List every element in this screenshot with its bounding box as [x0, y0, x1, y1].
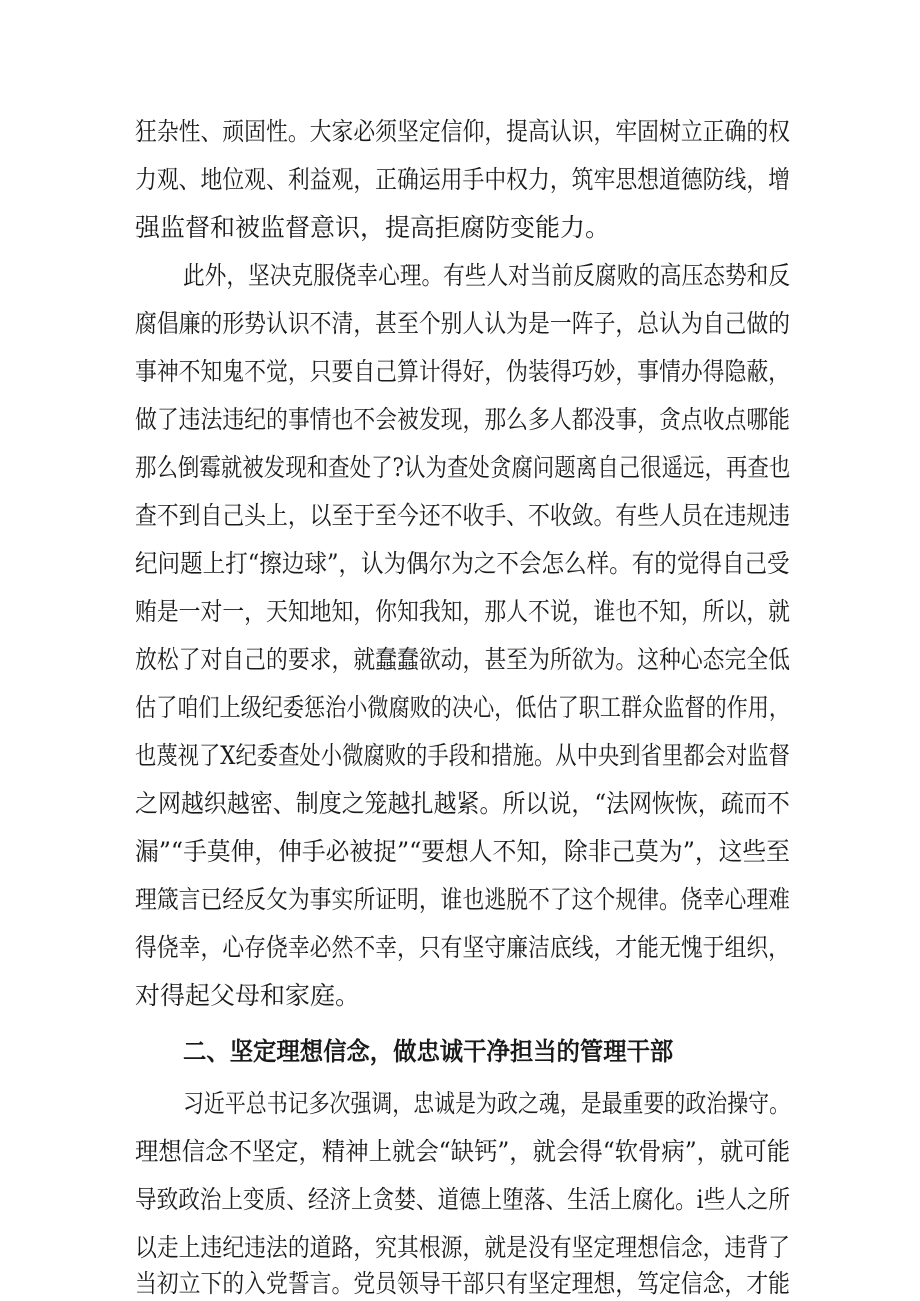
text-line: 当初立下的入党誓言。党员领导干部只有坚定理想，笃定信念，才能	[135, 1269, 791, 1298]
text-line: 狂杂性、顽固性。大家必须坚定信仰，提高认识，牢固树立正确的权	[135, 117, 791, 146]
text-line: 也蔑视了X纪委查处小微腐败的手段和措施。从中央到省里都会对监督	[135, 741, 790, 770]
text-line: 纪问题上打“擦边球”，认为偶尔为之不会怎么样。有的觉得自己受	[135, 549, 790, 578]
section-heading: 二、坚定理想信念，做忠诚干净担当的管理干部	[183, 1037, 674, 1066]
paragraph-first-line: 习近平总书记多次强调，忠诚是为政之魂，是最重要的政治操守。	[183, 1089, 791, 1118]
text-line: 之网越织越密、制度之笼越扎越紧。所以说，“法网恢恢，疏而不	[135, 789, 790, 818]
text-line: 理箴言已经反攵为事实所证明，谁也逃脱不了这个规律。侥幸心理难	[135, 885, 791, 914]
text-line: 漏”“手莫伸，伸手必被捉”“要想人不知，除非己莫为”，这些至	[135, 837, 790, 866]
text-line: 放松了对自己的要求，就蠢蠢欲动，甚至为所欲为。这种心态完全低	[135, 645, 791, 674]
text-line: 腐倡廉的形势认识不清，甚至个别人认为是一阵子，总认为自己做的	[135, 309, 791, 338]
text-line: 得侥幸，心存侥幸必然不幸，只有坚守廉洁底线，才能无愧于组织，	[135, 933, 791, 962]
text-line: 力观、地位观、利益观，正确运用手中权力，筑牢思想道德防线，增	[135, 165, 791, 194]
text-line: 那么倒霉就被发现和查处了?认为查处贪腐问题离自己很遥远，再查也	[135, 453, 791, 482]
paragraph-first-line: 此外，坚决克服侥幸心理。有些人对当前反腐败的高压态势和反	[183, 261, 791, 290]
text-line: 以走上违纪违法的道路，究其根源，就是没有坚定理想信念，违背了	[135, 1233, 791, 1262]
text-line: 理想信念不坚定，精神上就会“缺钙”，就会得“软骨病”，就可能	[135, 1137, 791, 1166]
text-line: 估了咱们上级纪委惩治小微腐败的决心，低估了职工群众监督的作用，	[135, 693, 791, 722]
text-line: 导致政治上变质、经济上贪婪、道德上堕落、生活上腐化。i些人之所	[135, 1185, 790, 1214]
text-line: 贿是一对一，天知地知，你知我知，那人不说，谁也不知，所以，就	[135, 597, 791, 626]
text-line: 事神不知鬼不觉，只要自己算计得好，伪装得巧妙，事情办得隐蔽，	[135, 357, 791, 386]
text-line: 做了违法违纪的事情也不会被发现，那么多人都没事，贪点收点哪能	[135, 405, 791, 434]
text-line: 查不到自己头上，以至于至今还不收手、不收敛。有些人员在违规违	[135, 501, 791, 530]
text-line: 强监督和被监督意识，提高拒腐防变能力。	[135, 213, 611, 242]
text-line: 对得起父母和家庭。	[135, 981, 361, 1010]
